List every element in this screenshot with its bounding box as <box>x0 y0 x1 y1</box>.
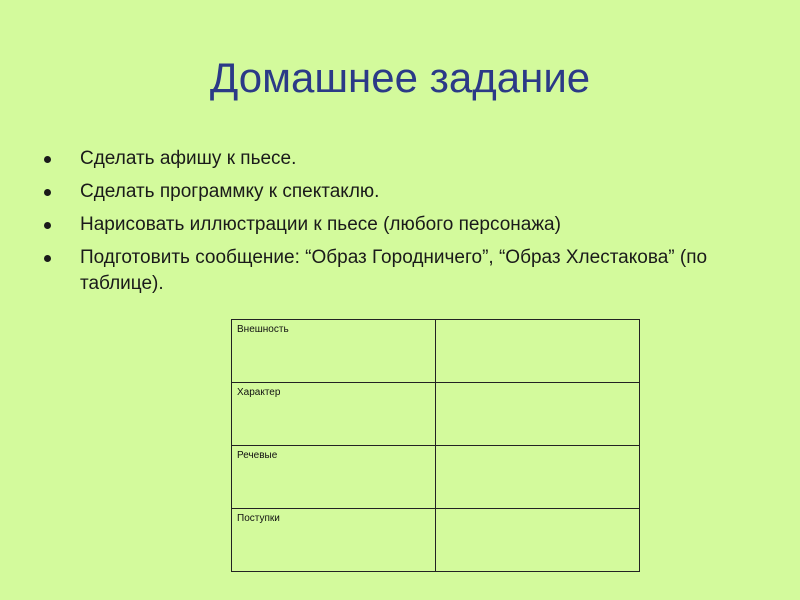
task-list <box>44 146 764 304</box>
bullet-icon <box>44 222 51 229</box>
task-item <box>44 179 764 205</box>
slide-title: Домашнее задание <box>209 54 591 101</box>
task-text: Нарисовать иллюстрации к пьесе (любого персонажа) <box>80 214 561 235</box>
row-label: Характер <box>232 383 436 446</box>
row-value <box>436 383 640 446</box>
bullet-icon <box>44 156 51 163</box>
task-item <box>44 245 764 297</box>
task-text: Подготовить сообщение: “Образ Городничего”, “Образ Хлестакова” (по таблице). <box>80 247 708 294</box>
task-item <box>44 212 764 238</box>
task-text: Сделать программку к спектаклю. <box>80 181 380 202</box>
row-label: Поступки <box>232 509 436 572</box>
table-row <box>232 320 640 383</box>
table-row <box>232 383 640 446</box>
row-value <box>436 320 640 383</box>
bullet-icon <box>44 189 51 196</box>
row-label: Внешность <box>232 320 436 383</box>
row-value <box>436 509 640 572</box>
bullet-icon <box>44 255 51 262</box>
row-label: Речевые <box>232 446 436 509</box>
row-value <box>436 446 640 509</box>
character-traits-table <box>231 319 640 572</box>
task-item <box>44 146 764 172</box>
table-row <box>232 446 640 509</box>
task-text: Сделать афишу к пьесе. <box>80 148 297 169</box>
table-row <box>232 509 640 572</box>
